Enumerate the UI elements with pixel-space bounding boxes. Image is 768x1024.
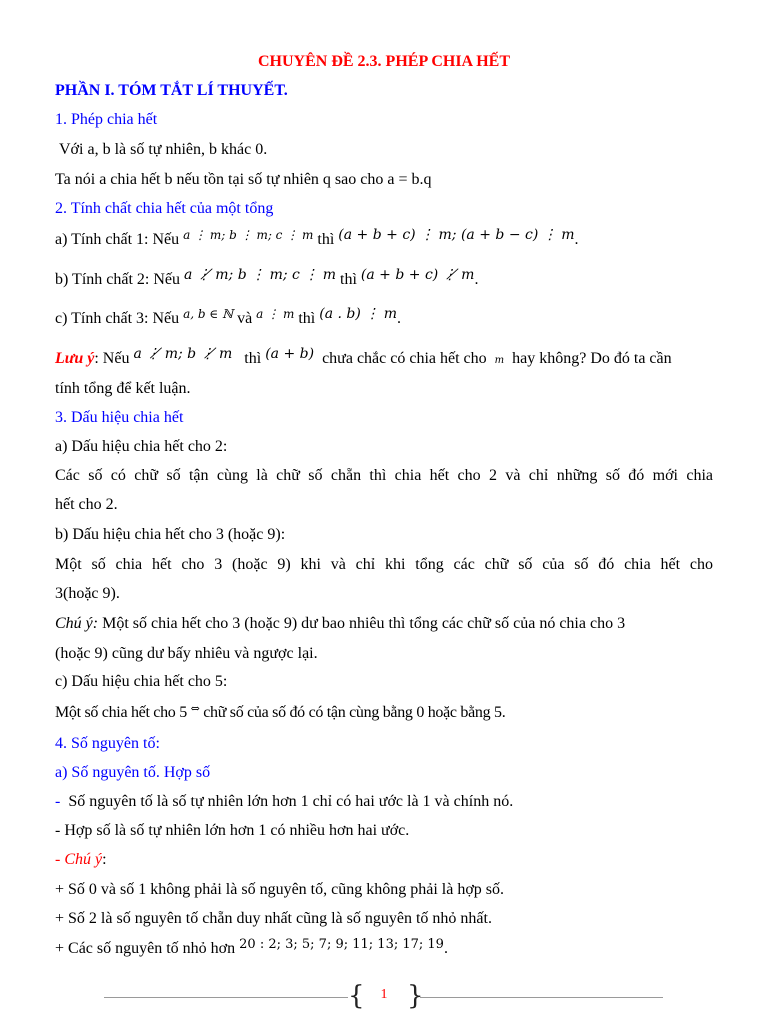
- section-4-bullet-2: + Số 2 là số nguyên tố chẵn duy nhất cũng là số nguyên tố nhỏ nhất.: [55, 910, 492, 927]
- note-2-line-1: [55, 614, 713, 634]
- footer-rule-left: [104, 997, 348, 998]
- section-3a-title: a) Dấu hiệu chia hết cho 2:: [55, 438, 228, 455]
- note-2-text: Một số chia hết cho 3 (hoặc 9) dư bao nhiêu thì tổng các chữ số của nó chia cho 3: [102, 615, 626, 632]
- property-2-prefix: b) Tính chất 2: Nếu: [55, 271, 181, 288]
- section-3b-title: b) Dấu hiệu chia hết cho 3 (hoặc 9):: [55, 526, 286, 543]
- property-1-result: (a + b + c) ⋮ m; (a + b − c) ⋮ m: [338, 227, 575, 243]
- section-4-heading: 4. Số nguyên tố:: [55, 735, 160, 752]
- property-3-condition-2: a ⋮ m: [256, 307, 295, 321]
- section-3-heading: 3. Dấu hiệu chia hết: [55, 409, 184, 426]
- section-3a-line-2: hết cho 2.: [55, 496, 118, 513]
- section-4-bullet-3-math: 20 : 2; 3; 5; 7; 9; 11; 13; 17; 19: [239, 937, 444, 952]
- section-4-note: [55, 850, 713, 870]
- section-3c-prefix: Một số chia hết cho 5: [55, 704, 187, 721]
- section-2-heading: 2. Tính chất chia hết của một tổng: [55, 200, 274, 217]
- section-4-bullet-3-prefix: + Các số nguyên tố nhỏ hơn: [55, 940, 236, 957]
- property-3-result: (a . b) ⋮ m: [319, 306, 397, 322]
- note-1-then: thì: [244, 350, 262, 367]
- section-4a-heading: a) Số nguyên tố. Hợp số: [55, 764, 211, 781]
- note-1-line-2: tính tổng để kết luận.: [55, 380, 191, 397]
- property-3-condition: a, b ∈ ℕ: [183, 307, 234, 321]
- property-3-end: .: [397, 310, 401, 327]
- section-4-line-1-text: Số nguyên tố là số tự nhiên lớn hơn 1 chỉ có hai ước là 1 và chính nó.: [68, 793, 514, 810]
- note-1-expr: (a + b): [265, 346, 315, 362]
- note-1-var: m: [494, 355, 505, 366]
- property-3: [55, 306, 713, 329]
- note-1-mid: chưa chắc có chia hết cho: [322, 350, 487, 367]
- section-4-line-1-dash: -: [55, 793, 61, 810]
- section-1-heading: 1. Phép chia hết: [55, 111, 158, 128]
- equivalence-symbol: ⇔: [190, 702, 200, 715]
- note-2-label: Chú ý:: [55, 615, 99, 632]
- property-2-result: (a + b + c) ⋮̸ m: [360, 267, 475, 283]
- section-4-bullet-1: + Số 0 và số 1 không phải là số nguyên tố, cũng không phải là hợp số.: [55, 881, 504, 898]
- property-1-condition: a ⋮ m; b ⋮ m; c ⋮ m: [183, 228, 314, 242]
- property-3-prefix: c) Tính chất 3: Nếu: [55, 310, 180, 327]
- note-1-condition: a ⋮̸ m; b ⋮̸ m: [133, 346, 233, 362]
- section-3a-line-1: Các số có chữ số tận cùng là chữ số chẵn thì chia hết cho 2 và chỉ những số đó mới chia: [55, 467, 713, 484]
- property-3-and: và: [237, 310, 253, 327]
- section-3c-suffix: chữ số của số đó có tận cùng bằng 0 hoặc bằng 5.: [203, 704, 506, 721]
- note-1-line-1: [55, 346, 713, 371]
- property-1-then: thì: [317, 231, 335, 248]
- section-3b-line-2: 3(hoặc 9).: [55, 585, 120, 602]
- property-1: [55, 227, 713, 250]
- note-1-label: Lưu ý: [55, 350, 95, 367]
- property-2-then: thì: [340, 271, 357, 288]
- footer-brace-left: {: [348, 981, 365, 1011]
- part-heading: PHẦN I. TÓM TẮT LÍ THUYẾT.: [55, 82, 288, 99]
- section-1-line-1: Với a, b là số tự nhiên, b khác 0.: [59, 141, 268, 158]
- note-1-prefix: : Nếu: [94, 350, 130, 367]
- section-3c-line: [55, 703, 713, 724]
- footer-rule-right: [420, 997, 663, 998]
- section-4-line-1: [55, 792, 713, 812]
- section-4-note-dash: -: [55, 851, 65, 868]
- section-4-line-2: - Hợp số là số tự nhiên lớn hơn 1 có nhiều hơn hai ước.: [55, 822, 410, 839]
- section-4-note-label: Chú ý: [64, 851, 103, 868]
- section-3c-title: c) Dấu hiệu chia hết cho 5:: [55, 673, 228, 690]
- property-1-prefix: a) Tính chất 1: Nếu: [55, 231, 180, 248]
- property-2: [55, 267, 713, 290]
- section-4-bullet-3: [55, 939, 713, 960]
- property-3-then: thì: [298, 310, 316, 327]
- section-4-note-colon: :: [102, 851, 107, 868]
- note-1-tail: hay không? Do đó ta cần: [512, 350, 672, 367]
- section-1-line-2: Ta nói a chia hết b nếu tồn tại số tự nhiên q sao cho a = b.q: [55, 171, 432, 188]
- page-number: 1: [380, 987, 388, 1002]
- footer-brace-right: }: [407, 981, 424, 1011]
- section-4-bullet-3-end: .: [443, 940, 448, 957]
- note-2-line-2: (hoặc 9) cũng dư bấy nhiêu và ngược lại.: [55, 645, 318, 662]
- property-2-end: .: [474, 271, 479, 288]
- property-1-end: .: [574, 231, 579, 248]
- document-title: CHUYÊN ĐỀ 2.3. PHÉP CHIA HẾT: [257, 53, 511, 70]
- property-2-condition: a ⋮̸ m; b ⋮ m; c ⋮ m: [184, 267, 337, 283]
- section-3b-line-1: Một số chia hết cho 3 (hoặc 9) khi và chỉ khi tổng các chữ số của số đó chia hết cho: [55, 556, 713, 573]
